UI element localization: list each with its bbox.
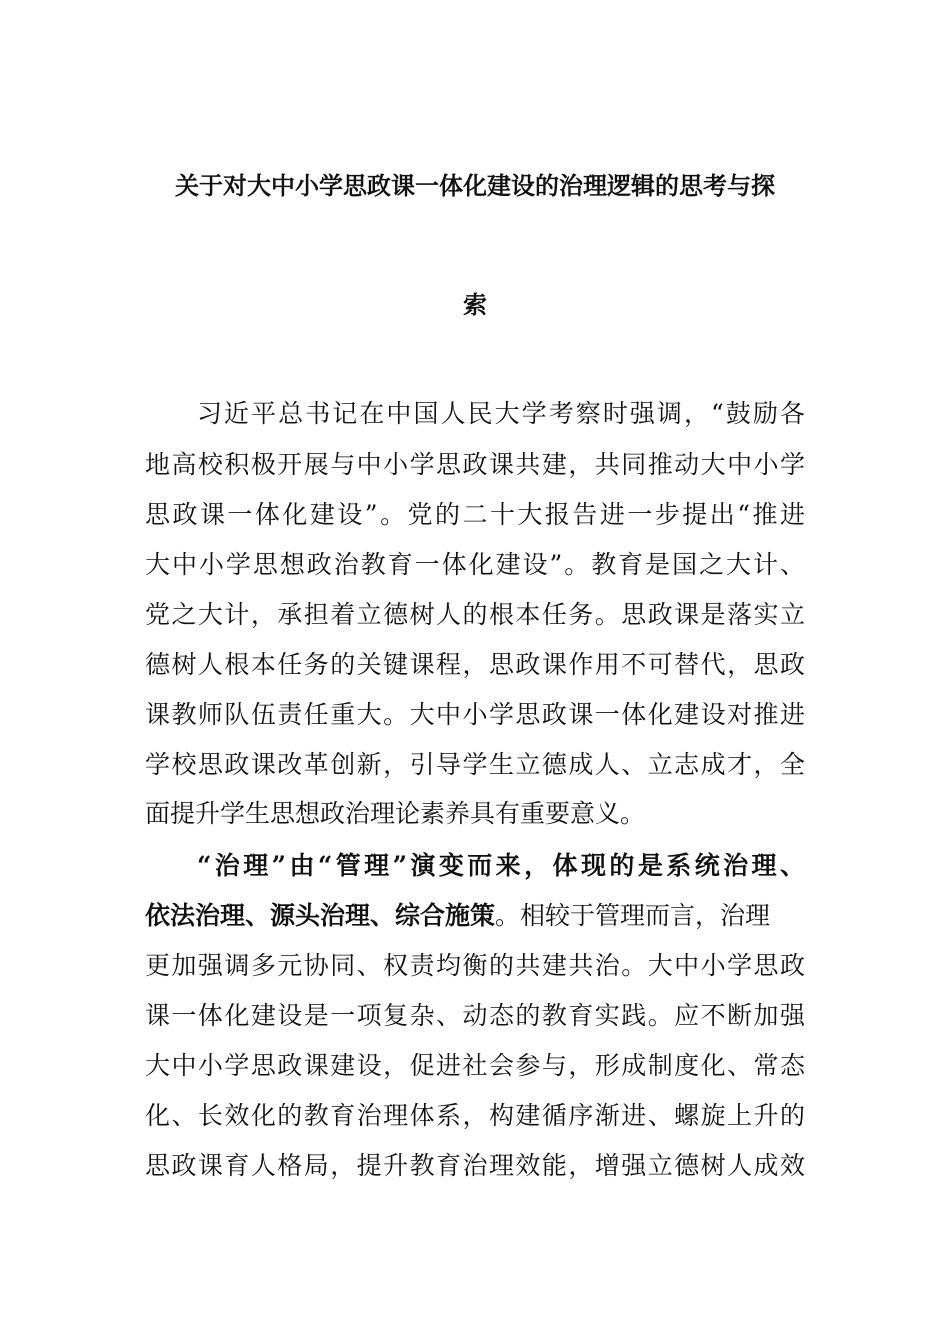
- paragraph-2-line-2: [145, 900, 805, 932]
- paragraph-1-line-7: 课教师队伍责任重大。大中小学思政课一体化建设对推进: [145, 700, 805, 729]
- paragraph-1-line-9: 面提升学生思想政治理论素养具有重要意义。: [145, 799, 646, 828]
- document-title-line-2: 索: [463, 290, 487, 319]
- paragraph-1-line-6: 德树人根本任务的关键课程，思政课作用不可替代，思政: [145, 650, 805, 679]
- paragraph-1-line-5: 党之大计，承担着立德树人的根本任务。思政课是落实立: [145, 600, 805, 629]
- paragraph-2-line-7: 思政课育人格局，提升教育治理效能，增强立德树人成效: [145, 1151, 805, 1180]
- paragraph-2-line-4: 课一体化建设是一项复杂、动态的教育实践。应不断加强: [145, 1001, 805, 1030]
- paragraph-2-line-3: 更加强调多元协同、权责均衡的共建共治。大中小学思政: [145, 951, 805, 980]
- paragraph-2-line-6: 化、长效化的教育治理体系，构建循序渐进、螺旋上升的: [145, 1101, 805, 1130]
- document-title-line-1: 关于对大中小学思政课一体化建设的治理逻辑的思考与探: [175, 171, 775, 200]
- paragraph-1-line-1: 习近平总书记在中国人民大学考察时强调，“鼓励各: [197, 399, 805, 428]
- paragraph-1-line-8: 学校思政课改革创新，引导学生立德成人、立志成才，全: [145, 750, 805, 779]
- paragraph-1-line-4: 大中小学思想政治教育一体化建设”。教育是国之大计、: [145, 550, 805, 579]
- paragraph-2-line-2-bold: 依法治理、源头治理、综合施策: [145, 901, 496, 930]
- paragraph-2-line-2-rest: 。相较于管理而言，治理: [495, 901, 771, 930]
- paragraph-1-line-2: 地高校积极开展与中小学思政课共建，共同推动大中小学: [145, 450, 805, 479]
- paragraph-2-line-5: 大中小学思政课建设，促进社会参与，形成制度化、常态: [145, 1051, 805, 1080]
- paragraph-2-line-1: “治理”由“管理”演变而来，体现的是系统治理、: [197, 851, 805, 880]
- paragraph-1-line-3: 思政课一体化建设”。党的二十大报告进一步提出“推进: [145, 500, 805, 529]
